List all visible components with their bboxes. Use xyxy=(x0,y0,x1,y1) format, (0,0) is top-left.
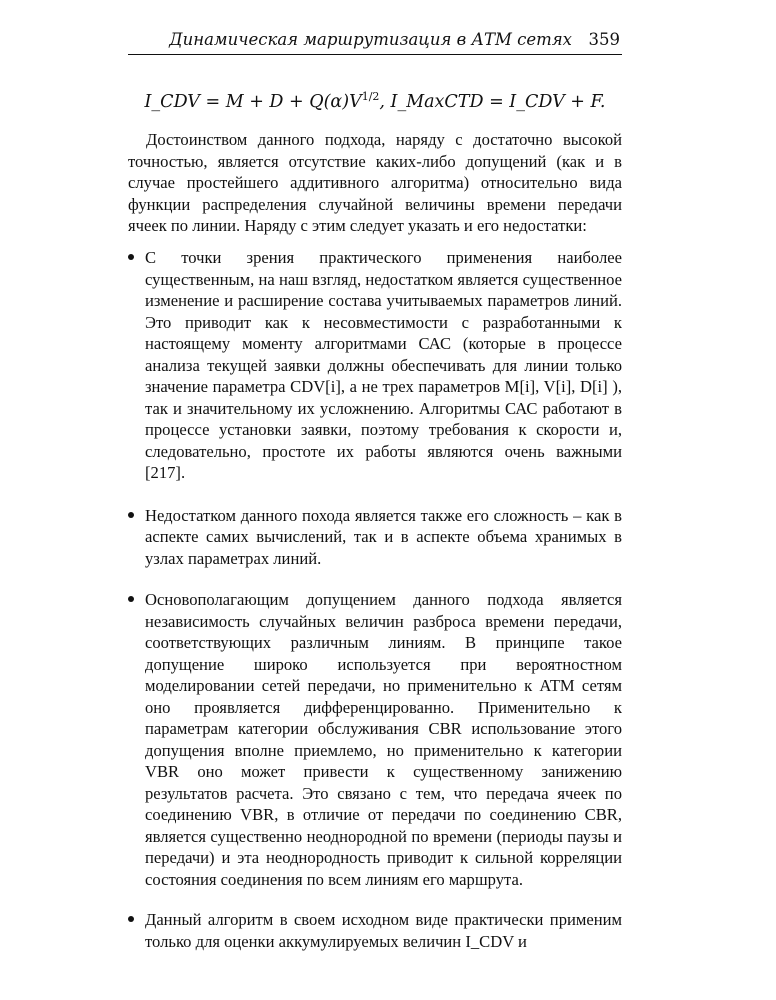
list-item-text: Недостатком данного похода является также его сложность – как в аспекте самих вычислений, так и в аспекте объема хранимых в узлах параметрах линий. xyxy=(145,505,622,568)
list-item xyxy=(128,247,622,484)
formula xyxy=(128,92,622,112)
list-item-text: С точки зрения практического применения наиболее существенным, на наш взгляд, недостатком является существенное изменение и расширение состава учитываемых параметров линий. Это приводит как к несовместимости с разработанными к настоящему моменту алгоритмами САС (которые в процессе анализа текущей заявки должны обеспечивать для линии только значение параметра CDV[i], а не трех параметров M[i], V[i], D[i] ), так и значительному их усложнению. Алгоритмы САС работают в процессе установки заявки, поэтому требования к скорости и, следовательно, простоте их работы являются очень важными [217]. xyxy=(145,248,622,482)
list-item xyxy=(128,589,622,890)
bullet-icon xyxy=(128,916,134,922)
intro-paragraph: Достоинством данного подхода, наряду с достаточно высокой точностью, является отсутствие каких-либо допущений (как и в случае простейшего аддитивного алгоритма) относительно вида функции распределения случайной величины времени передачи ячеек по линии. Наряду с этим следует указать и его недостатки: xyxy=(128,130,622,235)
formula-exponent: 1/2 xyxy=(361,90,380,103)
bullet-icon xyxy=(128,512,134,518)
bullet-icon xyxy=(128,596,134,602)
page-number: 359 xyxy=(588,30,620,49)
list-item-text: Данный алгоритм в своем исходном виде практически применим только для оценки аккумулируемых величин I_CDV и xyxy=(145,910,622,951)
drawbacks-list xyxy=(128,247,622,952)
list-item xyxy=(128,909,622,952)
formula-part-1: I_CDV = M + D + Q(α)V xyxy=(144,92,362,112)
list-item xyxy=(128,505,622,570)
chapter-title: Динамическая маршрутизация в АТМ сетях xyxy=(169,30,572,49)
formula-part-2: , I_MaxCTD = I_CDV + F. xyxy=(379,92,606,112)
list-item-text: Основополагающим допущением данного подхода является независимость случайных величин разброса времени передачи, соответствующих различным линиям. В принципе такое допущение широко используется при вероятностном моделировании сетей передачи, но применительно к АТМ сетям оно проявляется дифференцированно. Применительно к параметрам категории обслуживания CBR использование этого допущения вполне приемлемо, но применительно к категории VBR оно может привести к существенному занижению результатов расчета. Это связано с тем, что передача ячеек по соединению VBR, в отличие от передачи по соединению CBR, является существенно неоднородной по времени (периоды паузы и передачи) и эта неоднородность приводит к сильной корреляции состояния соединения по всем линиям его маршрута. xyxy=(145,590,622,889)
running-header xyxy=(128,28,622,55)
bullet-icon xyxy=(128,254,134,260)
